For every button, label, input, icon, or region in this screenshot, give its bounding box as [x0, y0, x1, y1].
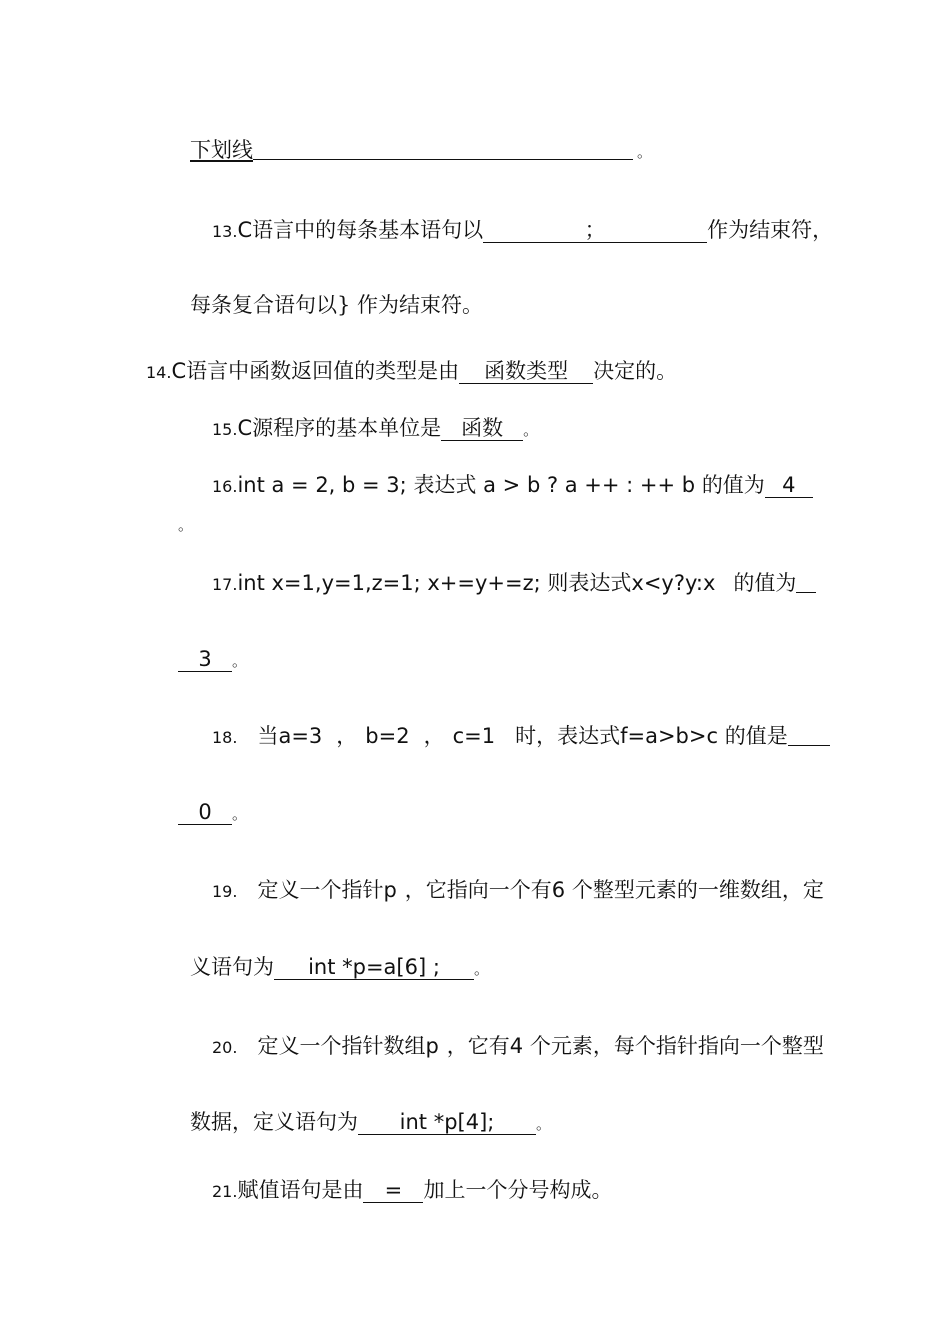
question-text: ，它指向一个有 — [404, 878, 552, 902]
question-text: 定义一个指针 — [257, 878, 384, 902]
question-17-continuation — [178, 645, 247, 675]
question-16 — [212, 471, 813, 501]
code-text: int x=1,y=1,z=1; x+=y+=z; — [237, 571, 541, 595]
period: 。 — [637, 143, 653, 161]
question-text: 源程序的基本单位是 — [252, 416, 442, 440]
question-18 — [212, 722, 830, 752]
code-text: p — [383, 878, 397, 902]
question-20 — [212, 1032, 824, 1062]
question-13 — [212, 216, 833, 246]
question-19-continuation — [190, 953, 489, 983]
answer-blank: 4 — [765, 473, 813, 498]
question-15 — [212, 414, 538, 444]
question-number: 20. — [212, 1038, 238, 1057]
comma: ， — [336, 724, 358, 748]
period: 。 — [536, 1115, 552, 1133]
question-text: 作为结束符， — [707, 218, 834, 242]
question-text: 语言中函数返回值的类型是由 — [186, 359, 460, 383]
question-text: 个元素，每个指针指向一个整型 — [529, 1034, 824, 1058]
answer-blank-start — [796, 571, 816, 593]
text-c: C — [237, 218, 253, 242]
answer-blank: ； — [483, 218, 707, 243]
period: 。 — [523, 421, 539, 439]
period: 。 — [232, 652, 248, 670]
question-text: 定义一个指针数组 — [257, 1034, 426, 1058]
underline-text: 下划线 — [190, 138, 253, 162]
period: 。 — [474, 960, 490, 978]
question-text: 赋值语句是由 — [237, 1178, 364, 1202]
question-text: 每条复合语句以} 作为结束符。 — [190, 293, 484, 317]
question-text: 数据，定义语句为 — [190, 1110, 358, 1134]
question-text: ，它有 — [446, 1034, 510, 1058]
answer-blank — [253, 138, 633, 160]
question-number: 16. — [212, 477, 238, 496]
question-text: 表达式 — [413, 473, 477, 497]
code-text: c=1 — [452, 724, 496, 748]
text-c: C — [171, 359, 187, 383]
question-text: 的值为 — [701, 473, 765, 497]
question-text: 语言中的每条基本语句以 — [252, 218, 484, 242]
code-text: x<y?y:x — [631, 571, 716, 595]
underline-continuation-line — [190, 136, 652, 166]
period: 。 — [178, 516, 194, 534]
question-text: 则表达式 — [547, 571, 632, 595]
question-text: 的值为 — [733, 571, 797, 595]
question-text: 当 — [257, 724, 279, 748]
question-number: 13. — [212, 222, 238, 241]
question-number: 17. — [212, 575, 238, 594]
answer-blank: int *p[4]; — [358, 1110, 536, 1135]
answer-blank: 函数 — [441, 416, 523, 441]
code-text: f=a>b>c — [620, 724, 719, 748]
code-text: p — [425, 1034, 439, 1058]
question-20-continuation — [190, 1108, 551, 1138]
question-text: 时，表达式 — [515, 724, 621, 748]
question-number: 18. — [212, 728, 238, 747]
code-text: a > b ? a ++ : ++ b — [483, 473, 696, 497]
question-text: 义语句为 — [190, 955, 274, 979]
question-14 — [146, 357, 677, 387]
period: 。 — [232, 805, 248, 823]
question-13-continuation — [190, 291, 483, 319]
code-text: a=3 — [278, 724, 323, 748]
code-text: 6 — [551, 878, 566, 902]
question-number: 14. — [146, 363, 172, 382]
comma: ， — [423, 724, 445, 748]
question-16-continuation — [178, 509, 193, 539]
question-text: 个整型元素的一维数组，定 — [571, 878, 824, 902]
answer-blank: = — [363, 1178, 423, 1203]
answer-blank: 函数类型 — [459, 359, 593, 384]
text-c: C — [237, 416, 253, 440]
code-text: b=2 — [365, 724, 410, 748]
answer-blank-start — [788, 724, 830, 746]
question-number: 21. — [212, 1182, 238, 1201]
code-text: int a = 2, b = 3; — [237, 473, 407, 497]
code-text: 4 — [509, 1034, 524, 1058]
question-number: 15. — [212, 420, 238, 439]
question-number: 19. — [212, 882, 238, 901]
question-21 — [212, 1176, 612, 1206]
question-17 — [212, 569, 816, 599]
answer-blank: int *p=a[6] ; — [274, 955, 474, 980]
question-text: 加上一个分号构成。 — [423, 1178, 613, 1202]
answer-blank: 0 — [178, 800, 232, 825]
question-18-continuation — [178, 798, 247, 828]
question-19 — [212, 876, 824, 906]
question-text: 决定的。 — [593, 359, 678, 383]
question-text: 的值是 — [724, 724, 788, 748]
answer-blank: 3 — [178, 647, 232, 672]
